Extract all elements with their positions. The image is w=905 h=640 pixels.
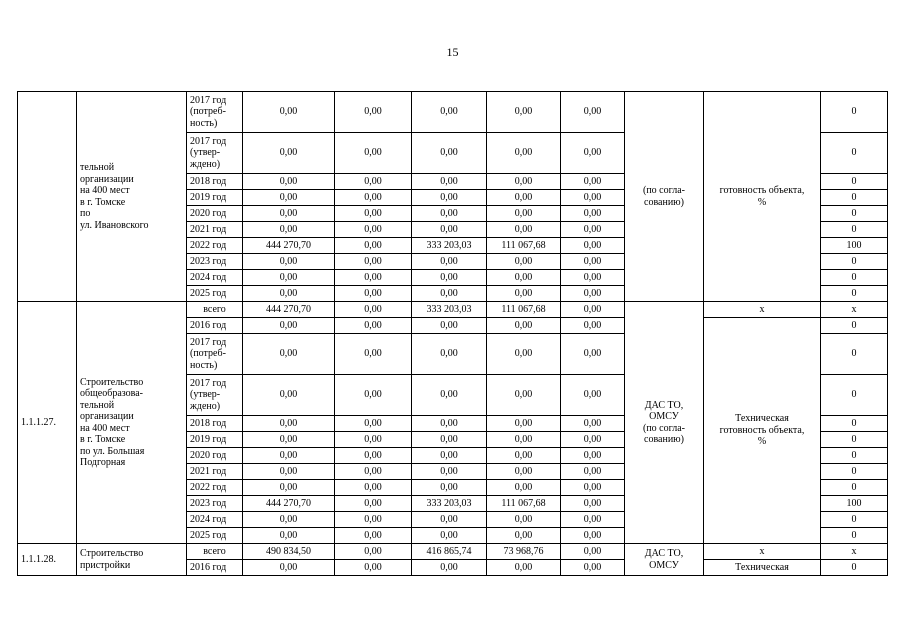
- indicator-value: 0: [821, 334, 888, 375]
- amount-cell: 444 270,70: [243, 302, 335, 318]
- executor-cell: (по согла- сованию): [625, 92, 704, 302]
- amount-cell: 0,00: [412, 375, 487, 416]
- amount-cell: 0,00: [243, 190, 335, 206]
- table-row: [18, 302, 888, 318]
- amount-cell: 0,00: [487, 206, 561, 222]
- amount-cell: 0,00: [243, 560, 335, 576]
- amount-cell: 0,00: [243, 174, 335, 190]
- year-cell: 2019 год: [187, 432, 243, 448]
- amount-cell: 416 865,74: [412, 544, 487, 560]
- amount-cell: 0,00: [335, 270, 412, 286]
- indicator-value: 0: [821, 222, 888, 238]
- amount-cell: 0,00: [243, 318, 335, 334]
- amount-cell: 0,00: [335, 174, 412, 190]
- amount-cell: 0,00: [561, 334, 625, 375]
- year-cell: 2016 год: [187, 560, 243, 576]
- amount-cell: 0,00: [561, 464, 625, 480]
- year-cell: 2022 год: [187, 238, 243, 254]
- amount-cell: 0,00: [487, 190, 561, 206]
- indicator-value: 0: [821, 286, 888, 302]
- amount-cell: 0,00: [412, 254, 487, 270]
- amount-cell: 333 203,03: [412, 302, 487, 318]
- amount-cell: 0,00: [412, 432, 487, 448]
- amount-cell: 0,00: [561, 544, 625, 560]
- row-code-cell: 1.1.1.27.: [18, 302, 77, 544]
- amount-cell: 0,00: [335, 480, 412, 496]
- year-cell: 2021 год: [187, 222, 243, 238]
- amount-cell: 0,00: [561, 92, 625, 133]
- amount-cell: 0,00: [412, 286, 487, 302]
- amount-cell: 0,00: [335, 286, 412, 302]
- amount-cell: 0,00: [561, 375, 625, 416]
- amount-cell: 111 067,68: [487, 238, 561, 254]
- amount-cell: 0,00: [243, 334, 335, 375]
- amount-cell: 0,00: [335, 416, 412, 432]
- amount-cell: 0,00: [335, 544, 412, 560]
- amount-cell: 0,00: [412, 512, 487, 528]
- indicator-value: 100: [821, 496, 888, 512]
- indicator-value: 0: [821, 528, 888, 544]
- amount-cell: 111 067,68: [487, 496, 561, 512]
- amount-cell: 0,00: [335, 496, 412, 512]
- amount-cell: 0,00: [561, 174, 625, 190]
- amount-cell: 0,00: [243, 133, 335, 174]
- amount-cell: 0,00: [335, 190, 412, 206]
- indicator-value: 0: [821, 190, 888, 206]
- amount-cell: 0,00: [561, 206, 625, 222]
- indicator-value: х: [821, 544, 888, 560]
- indicator-value: 0: [821, 174, 888, 190]
- amount-cell: 0,00: [412, 133, 487, 174]
- amount-cell: 73 968,76: [487, 544, 561, 560]
- amount-cell: 0,00: [561, 512, 625, 528]
- year-cell: 2017 год (потреб- ность): [187, 92, 243, 133]
- amount-cell: 0,00: [412, 416, 487, 432]
- amount-cell: 0,00: [243, 270, 335, 286]
- amount-cell: 0,00: [487, 174, 561, 190]
- year-cell: 2021 год: [187, 464, 243, 480]
- amount-cell: 333 203,03: [412, 238, 487, 254]
- amount-cell: 0,00: [335, 318, 412, 334]
- indicator-cell: Техническая готовность объекта, %: [704, 318, 821, 544]
- activity-name: тельной организации на 400 мест в г. Томске по ул. Ивановского: [77, 92, 187, 302]
- amount-cell: 0,00: [412, 174, 487, 190]
- amount-cell: 0,00: [335, 133, 412, 174]
- row-code-cell: [18, 92, 77, 302]
- amount-cell: 0,00: [412, 464, 487, 480]
- amount-cell: 0,00: [487, 254, 561, 270]
- amount-cell: 0,00: [487, 416, 561, 432]
- amount-cell: 0,00: [561, 270, 625, 286]
- amount-cell: 0,00: [487, 528, 561, 544]
- year-cell: 2019 год: [187, 190, 243, 206]
- year-cell: 2025 год: [187, 286, 243, 302]
- activity-name: Строительство пристройки: [77, 544, 187, 576]
- amount-cell: 0,00: [412, 206, 487, 222]
- year-cell: 2018 год: [187, 416, 243, 432]
- amount-cell: 0,00: [243, 416, 335, 432]
- amount-cell: 444 270,70: [243, 496, 335, 512]
- amount-cell: 0,00: [487, 480, 561, 496]
- amount-cell: 0,00: [487, 464, 561, 480]
- indicator-value: 0: [821, 375, 888, 416]
- year-cell: 2017 год (потреб- ность): [187, 334, 243, 375]
- year-cell: 2024 год: [187, 512, 243, 528]
- indicator-value: 0: [821, 432, 888, 448]
- amount-cell: 0,00: [412, 480, 487, 496]
- amount-cell: 0,00: [561, 254, 625, 270]
- year-cell: 2025 год: [187, 528, 243, 544]
- amount-cell: 0,00: [243, 448, 335, 464]
- indicator-value: 0: [821, 464, 888, 480]
- amount-cell: 0,00: [487, 448, 561, 464]
- amount-cell: 0,00: [412, 560, 487, 576]
- amount-cell: 0,00: [561, 496, 625, 512]
- amount-cell: 0,00: [487, 222, 561, 238]
- amount-cell: 0,00: [487, 375, 561, 416]
- amount-cell: 0,00: [243, 254, 335, 270]
- indicator-cell: готовность объекта, %: [704, 92, 821, 302]
- amount-cell: 0,00: [487, 432, 561, 448]
- indicator-value: 0: [821, 254, 888, 270]
- amount-cell: 0,00: [487, 560, 561, 576]
- amount-cell: 490 834,50: [243, 544, 335, 560]
- year-cell: 2016 год: [187, 318, 243, 334]
- table-row: [18, 92, 888, 133]
- indicator-value: 0: [821, 448, 888, 464]
- amount-cell: 0,00: [561, 190, 625, 206]
- indicator-value: 0: [821, 416, 888, 432]
- amount-cell: 0,00: [335, 222, 412, 238]
- executor-cell: ДАС ТО, ОМСУ (по согла- сованию): [625, 302, 704, 544]
- amount-cell: 111 067,68: [487, 302, 561, 318]
- amount-cell: 0,00: [243, 222, 335, 238]
- indicator-value: 0: [821, 133, 888, 174]
- year-cell: 2017 год (утвер- ждено): [187, 375, 243, 416]
- program-table: [17, 91, 888, 576]
- year-cell: всего: [187, 302, 243, 318]
- amount-cell: 0,00: [335, 375, 412, 416]
- indicator-value: х: [821, 302, 888, 318]
- amount-cell: 0,00: [561, 416, 625, 432]
- amount-cell: 0,00: [335, 92, 412, 133]
- amount-cell: 0,00: [243, 480, 335, 496]
- amount-cell: 0,00: [243, 512, 335, 528]
- year-cell: всего: [187, 544, 243, 560]
- year-cell: 2023 год: [187, 254, 243, 270]
- indicator-value: 100: [821, 238, 888, 254]
- amount-cell: 0,00: [243, 206, 335, 222]
- amount-cell: 0,00: [487, 512, 561, 528]
- amount-cell: 0,00: [487, 92, 561, 133]
- activity-name: Строительство общеобразова- тельной организации на 400 мест в г. Томске по ул. Большая Подгорная: [77, 302, 187, 544]
- table-row: [18, 544, 888, 560]
- indicator-value: 0: [821, 318, 888, 334]
- year-cell: 2023 год: [187, 496, 243, 512]
- amount-cell: 0,00: [335, 254, 412, 270]
- indicator-value: 0: [821, 92, 888, 133]
- year-cell: 2020 год: [187, 448, 243, 464]
- amount-cell: 0,00: [412, 222, 487, 238]
- amount-cell: 0,00: [335, 302, 412, 318]
- amount-cell: 0,00: [561, 222, 625, 238]
- indicator-cell: х: [704, 302, 821, 318]
- year-cell: 2022 год: [187, 480, 243, 496]
- indicator-value: 0: [821, 560, 888, 576]
- amount-cell: 0,00: [335, 448, 412, 464]
- amount-cell: 0,00: [487, 270, 561, 286]
- amount-cell: 0,00: [561, 560, 625, 576]
- amount-cell: 0,00: [335, 432, 412, 448]
- amount-cell: 0,00: [561, 448, 625, 464]
- indicator-value: 0: [821, 512, 888, 528]
- amount-cell: 0,00: [243, 528, 335, 544]
- amount-cell: 0,00: [561, 318, 625, 334]
- indicator-cell: х: [704, 544, 821, 560]
- row-code-cell: 1.1.1.28.: [18, 544, 77, 576]
- amount-cell: 0,00: [243, 92, 335, 133]
- amount-cell: 0,00: [243, 432, 335, 448]
- amount-cell: 0,00: [243, 464, 335, 480]
- amount-cell: 0,00: [487, 318, 561, 334]
- indicator-cell: Техническая: [704, 560, 821, 576]
- page-number: 15: [446, 45, 459, 59]
- indicator-value: 0: [821, 270, 888, 286]
- amount-cell: 333 203,03: [412, 496, 487, 512]
- amount-cell: 0,00: [335, 560, 412, 576]
- amount-cell: 0,00: [561, 302, 625, 318]
- amount-cell: 0,00: [487, 286, 561, 302]
- amount-cell: 0,00: [561, 238, 625, 254]
- amount-cell: 0,00: [561, 133, 625, 174]
- amount-cell: 0,00: [412, 270, 487, 286]
- amount-cell: 0,00: [335, 238, 412, 254]
- amount-cell: 0,00: [412, 334, 487, 375]
- amount-cell: 0,00: [412, 190, 487, 206]
- amount-cell: 0,00: [561, 432, 625, 448]
- amount-cell: 0,00: [335, 206, 412, 222]
- indicator-value: 0: [821, 480, 888, 496]
- amount-cell: 0,00: [412, 448, 487, 464]
- amount-cell: 0,00: [412, 318, 487, 334]
- amount-cell: 444 270,70: [243, 238, 335, 254]
- year-cell: 2020 год: [187, 206, 243, 222]
- amount-cell: 0,00: [412, 528, 487, 544]
- year-cell: 2017 год (утвер- ждено): [187, 133, 243, 174]
- amount-cell: 0,00: [243, 286, 335, 302]
- year-cell: 2024 год: [187, 270, 243, 286]
- amount-cell: 0,00: [412, 92, 487, 133]
- amount-cell: 0,00: [335, 334, 412, 375]
- amount-cell: 0,00: [487, 133, 561, 174]
- amount-cell: 0,00: [335, 512, 412, 528]
- year-cell: 2018 год: [187, 174, 243, 190]
- executor-cell: ДАС ТО, ОМСУ: [625, 544, 704, 576]
- amount-cell: 0,00: [335, 464, 412, 480]
- amount-cell: 0,00: [561, 528, 625, 544]
- indicator-value: 0: [821, 206, 888, 222]
- amount-cell: 0,00: [335, 528, 412, 544]
- amount-cell: 0,00: [243, 375, 335, 416]
- amount-cell: 0,00: [561, 480, 625, 496]
- amount-cell: 0,00: [487, 334, 561, 375]
- amount-cell: 0,00: [561, 286, 625, 302]
